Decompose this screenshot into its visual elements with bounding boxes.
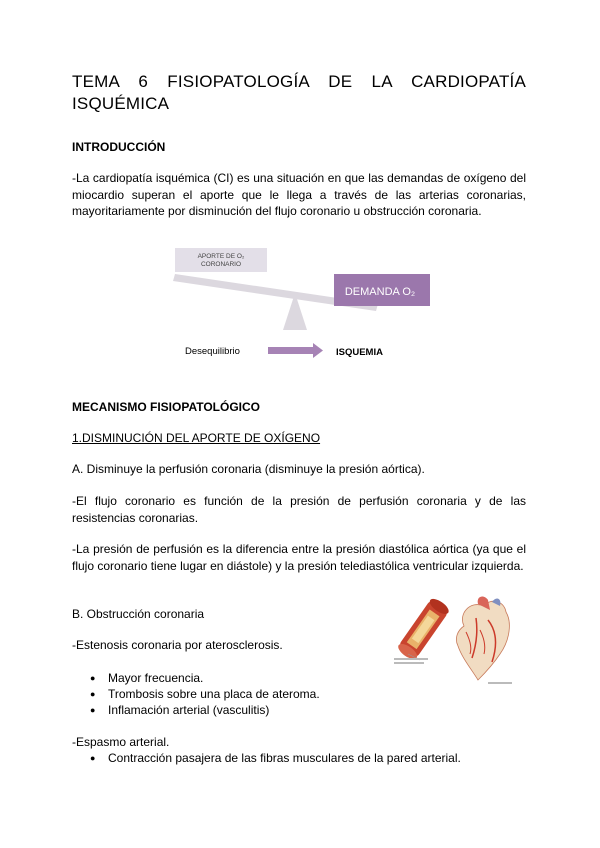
caption-mark xyxy=(394,658,428,660)
spasm-line: -Espasmo arterial. xyxy=(72,735,170,749)
intro-paragraph: -La cardiopatía isquémica (CI) es una situación en que las demandas de oxígeno del miocardio superan el aporte que le llega a través de las arterias coronarias, mayoritariamente por disminución del flujo coronario u obstrucción coronaria. xyxy=(72,171,526,218)
imbalance-label: Desequilibrio xyxy=(185,346,240,357)
balance-diagram-svg xyxy=(170,244,430,369)
arrow-right-icon xyxy=(313,343,323,358)
page-title-continued: ISQUÉMICA xyxy=(72,94,170,113)
stenosis-line: -Estenosis coronaria por aterosclerosis. xyxy=(72,638,283,652)
list-item: ● Inflamación arterial (vasculitis) xyxy=(90,702,320,718)
supply-label-1: APORTE DE O₂ xyxy=(197,253,245,260)
arrow-shaft xyxy=(268,347,313,354)
artery-segment xyxy=(396,596,451,662)
flow-paragraph: -El flujo coronario es función de la presión de perfusión coronaria y de las resistencias coronarias. xyxy=(72,494,526,525)
caption-mark xyxy=(394,662,424,664)
coronary-illustration xyxy=(392,596,522,696)
heart-icon xyxy=(456,597,509,680)
list-item: ● Trombosis sobre una placa de ateroma. xyxy=(90,686,320,702)
imbalance-diagram xyxy=(170,244,430,374)
supply-box xyxy=(175,248,267,272)
spasm-list xyxy=(90,750,461,766)
pressure-paragraph: -La presión de perfusión es la diferencia entre la presión diastólica aórtica (ya que el flujo coronario tiene lugar en diástole) y la presión telediastólica ventricular izquierda. xyxy=(72,542,526,573)
page-title: TEMA 6 FISIOPATOLOGÍA DE LA CARDIOPATÍA xyxy=(72,72,526,91)
caption-mark xyxy=(488,682,512,684)
supply-label-2: CORONARIO xyxy=(200,261,242,268)
mechanism-subheading: 1.DISMINUCIÓN DEL APORTE DE OXÍGENO xyxy=(72,431,321,445)
mechanism-heading: MECANISMO FISIOPATOLÓGICO xyxy=(72,400,261,414)
stenosis-list xyxy=(90,670,320,718)
demand-label: DEMANDA O₂ xyxy=(344,286,416,298)
obstruction-line: B. Obstrucción coronaria xyxy=(72,607,205,621)
intro-heading: INTRODUCCIÓN xyxy=(72,140,166,154)
list-item: ● Contracción pasajera de las fibras musculares de la pared arterial. xyxy=(90,750,461,766)
perfusion-line: A. Disminuye la perfusión coronaria (disminuye la presión aórtica). xyxy=(72,462,425,476)
artery-heart-image xyxy=(392,596,522,691)
list-item: ● Mayor frecuencia. xyxy=(90,670,320,686)
result-label: ISQUEMIA xyxy=(336,347,383,358)
